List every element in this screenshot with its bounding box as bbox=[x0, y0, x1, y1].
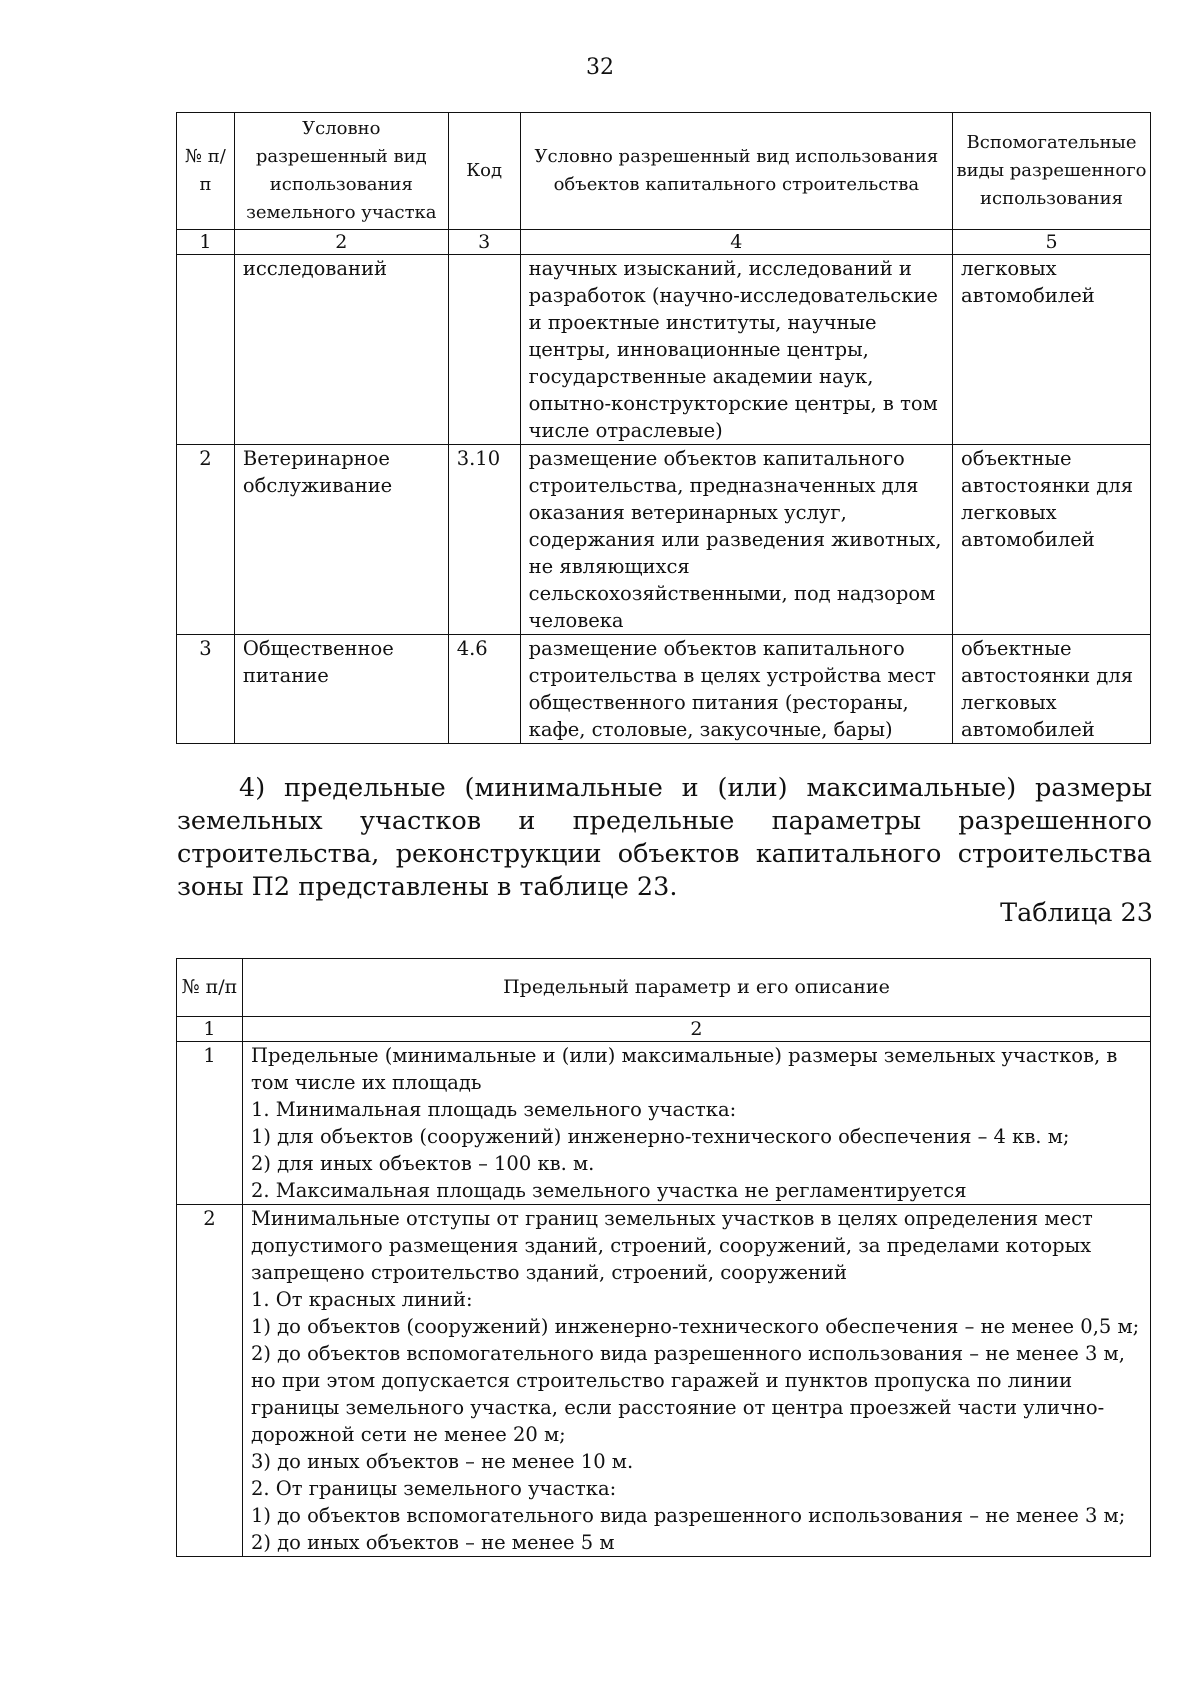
col-number: 5 bbox=[953, 230, 1151, 255]
land-use-cell: исследований bbox=[234, 255, 448, 445]
param-cell bbox=[242, 1205, 1150, 1557]
cell-line: государственные академии наук, bbox=[528, 365, 874, 388]
cell-line: сельскохозяйственными, под надзором bbox=[528, 582, 936, 605]
cell-line: автомобилей bbox=[961, 528, 1095, 551]
cell-line: 3) до иных объектов – не менее 10 м. bbox=[250, 1450, 634, 1473]
table-caption: Таблица 23 bbox=[1000, 898, 1153, 928]
cell-line: автомобилей bbox=[961, 284, 1095, 307]
cell-line: 1. Минимальная площадь земельного участка: bbox=[250, 1098, 737, 1121]
cell-line: 2. От границы земельного участка: bbox=[250, 1477, 617, 1500]
param-cell bbox=[242, 1042, 1150, 1205]
col-number: 2 bbox=[242, 1017, 1150, 1042]
limit-parameters-table bbox=[176, 958, 1151, 1557]
cell-line: научных изысканий, исследований и bbox=[528, 257, 912, 280]
row-number: 3 bbox=[177, 635, 235, 744]
table-row bbox=[177, 445, 1151, 635]
col-number: 1 bbox=[177, 1017, 243, 1042]
land-use-cell bbox=[234, 445, 448, 635]
cell-line: объектные bbox=[961, 447, 1072, 470]
cell-line: содержания или разведения животных, bbox=[528, 528, 942, 551]
cell-line: Ветеринарное bbox=[242, 447, 390, 470]
cell-line: 1) для объектов (сооружений) инженерно-технического обеспечения – 4 кв. м; bbox=[250, 1125, 1070, 1148]
body-paragraph bbox=[177, 772, 1152, 904]
col-number: 4 bbox=[520, 230, 952, 255]
cell-line: обслуживание bbox=[242, 474, 393, 497]
header-land-use: Условно разрешенный вид использования земельного участка bbox=[234, 113, 448, 230]
col-number: 2 bbox=[234, 230, 448, 255]
cell-line: оказания ветеринарных услуг, bbox=[528, 501, 847, 524]
page-number: 32 bbox=[586, 55, 614, 80]
cell-line: размещение объектов капитального bbox=[528, 637, 905, 660]
table-row bbox=[177, 1205, 1151, 1557]
row-number: 2 bbox=[177, 445, 235, 635]
cell-line: разработок (научно-исследовательские bbox=[528, 284, 938, 307]
header-num: № п/п bbox=[177, 113, 235, 230]
cell-line: строительства, предназначенных для bbox=[528, 474, 919, 497]
row-number: 1 bbox=[177, 1042, 243, 1205]
table-row bbox=[177, 635, 1151, 744]
cell-line: и проектные институты, научные bbox=[528, 311, 877, 334]
cell-line: общественного питания (рестораны, bbox=[528, 691, 909, 714]
cell-line: 1. От красных линий: bbox=[250, 1288, 473, 1311]
header-aux: Вспомогательные виды разрешенного использования bbox=[953, 113, 1151, 230]
cell-line: 1) до объектов (сооружений) инженерно-технического обеспечения – не менее 0,5 м; bbox=[250, 1315, 1140, 1338]
cell-line: Минимальные отступы от границ земельных участков в целях определения мест допустимого размещения зданий, строений, сооружений, за пределами которых запрещено строительство зданий, строений, сооружений bbox=[250, 1207, 1093, 1284]
col-number: 3 bbox=[448, 230, 520, 255]
cell-line: 1) до объектов вспомогательного вида разрешенного использования – не менее 3 м; bbox=[250, 1504, 1126, 1527]
row-number bbox=[177, 255, 235, 445]
header-code: Код bbox=[448, 113, 520, 230]
header-param: Предельный параметр и его описание bbox=[242, 959, 1150, 1017]
capital-use-cell bbox=[520, 445, 952, 635]
code-cell bbox=[448, 255, 520, 445]
cell-line: питание bbox=[242, 664, 329, 687]
cell-line: 2) для иных объектов – 100 кв. м. bbox=[250, 1152, 595, 1175]
col-number: 1 bbox=[177, 230, 235, 255]
capital-use-cell bbox=[520, 635, 952, 744]
aux-cell bbox=[953, 445, 1151, 635]
cell-line: 2) до объектов вспомогательного вида разрешенного использования – не менее 3 м, но при этом допускается строительство гаражей и пунктов пропуска по линии границы земельного участка, если расстояние от центра проезжей части улично-дорожной сети не менее 20 м; bbox=[250, 1342, 1125, 1446]
cell-line: автомобилей bbox=[961, 718, 1095, 741]
header-num: № п/п bbox=[177, 959, 243, 1017]
code-cell: 3.10 bbox=[448, 445, 520, 635]
cell-line: числе отраслевые) bbox=[528, 419, 723, 442]
cell-line: опытно-конструкторские центры, в том bbox=[528, 392, 938, 415]
aux-cell bbox=[953, 255, 1151, 445]
header-capital-use: Условно разрешенный вид использования объектов капитального строительства bbox=[520, 113, 952, 230]
capital-use-cell bbox=[520, 255, 952, 445]
land-use-cell bbox=[234, 635, 448, 744]
cell-line: Предельные (минимальные и (или) максимальные) размеры земельных участков, в том числе их площадь bbox=[250, 1044, 1118, 1094]
cell-line: автостоянки для bbox=[961, 664, 1134, 687]
cell-line: центры, инновационные центры, bbox=[528, 338, 869, 361]
paragraph-text: 4) предельные (минимальные и (или) максимальные) размеры земельных участков и предельные параметры разрешенного строительства, реконструкции объектов капитального строительства зоны П2 представлены в таблице 23. bbox=[177, 773, 1152, 902]
cell-line: 2) до иных объектов – не менее 5 м bbox=[250, 1531, 615, 1554]
table-row bbox=[177, 1042, 1151, 1205]
cell-line: человека bbox=[528, 609, 624, 632]
table-row bbox=[177, 255, 1151, 445]
cell-line: размещение объектов капитального bbox=[528, 447, 905, 470]
permitted-use-table bbox=[176, 112, 1151, 744]
cell-line: Общественное bbox=[242, 637, 394, 660]
cell-line: 2. Максимальная площадь земельного участка не регламентируется bbox=[250, 1179, 967, 1202]
cell-line: объектные bbox=[961, 637, 1072, 660]
cell-line: легковых bbox=[961, 501, 1057, 524]
cell-line: автостоянки для bbox=[961, 474, 1134, 497]
cell-line: легковых bbox=[961, 691, 1057, 714]
cell-line: кафе, столовые, закусочные, бары) bbox=[528, 718, 893, 741]
cell-line: не являющихся bbox=[528, 555, 690, 578]
row-number: 2 bbox=[177, 1205, 243, 1557]
cell-line: строительства в целях устройства мест bbox=[528, 664, 936, 687]
cell-line: легковых bbox=[961, 257, 1057, 280]
code-cell: 4.6 bbox=[448, 635, 520, 744]
aux-cell bbox=[953, 635, 1151, 744]
